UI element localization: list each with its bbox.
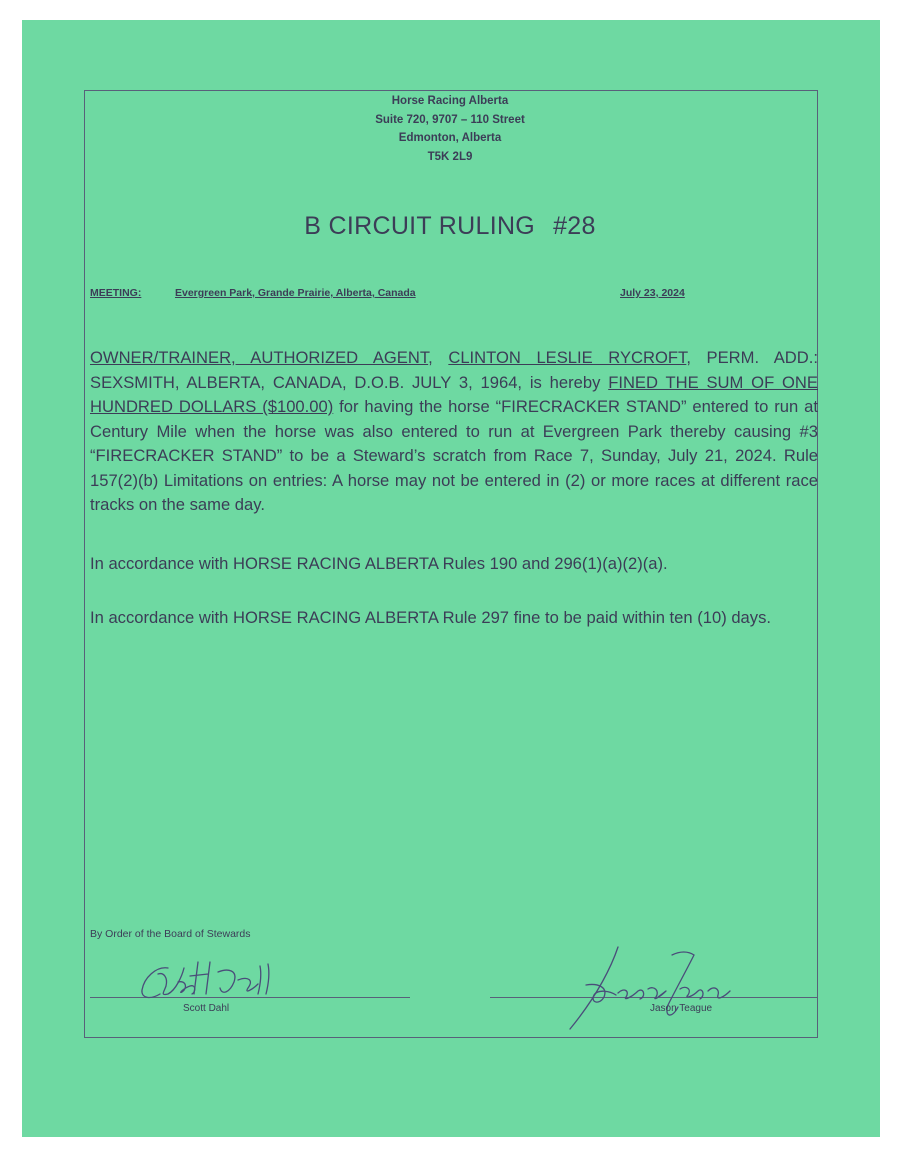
ruling-details: , PERM. ADD.: SEXSMITH, ALBERTA, CANADA, D.O.B. JULY 3, 1964, is hereby bbox=[90, 348, 818, 392]
signatory-name-left: Scott Dahl bbox=[183, 1003, 230, 1014]
org-address-line2: Edmonton, Alberta bbox=[398, 132, 502, 144]
ruling-licensee-name: CLINTON LESLIE RYCROFT bbox=[448, 348, 687, 367]
meeting-location: Evergreen Park, Grande Prairie, Alberta, Canada bbox=[175, 287, 416, 299]
org-address-line1: Suite 720, 9707 – 110 Street bbox=[375, 113, 525, 126]
ruling-number: #28 bbox=[553, 212, 596, 240]
org-name: Horse Racing Alberta bbox=[391, 95, 509, 107]
ruling-body: OWNER/TRAINER, AUTHORIZED AGENT, CLINTON LESLIE RYCROFT, PERM. ADD.: SEXSMITH, ALBERTA, CANADA, D.O.B. JULY 3, 1964, is hereby FINED THE SUM OF ONE HUNDRED DOLLARS ($100.00) for having the horse “FIRECRACKER STAND” entered to run at Century Mile when the horse was also entered to run at Evergreen Park thereby causing #3 “FIRECRACKER STAND” to be a Steward’s scratch from Race 7, Sunday, July 21, 2024. Rule 157(2)(b) Limitations on entries: A horse may not be entered in (2) or more races at different race tracks on the same day. bbox=[90, 348, 818, 514]
order-of-stewards: By Order of the Board of Stewards bbox=[90, 928, 251, 940]
ruling-title-text: B CIRCUIT RULING bbox=[304, 212, 536, 240]
signatory-name-right: Jason Teague bbox=[650, 1003, 713, 1014]
ruling-date: July 23, 2024 bbox=[620, 287, 685, 299]
signature-jason-teague bbox=[568, 945, 748, 1031]
ruling-title bbox=[0, 212, 900, 241]
ruling-reason: for having the horse “FIRECRACKER STAND” entered to run at Century Mile when the horse was also entered to run at Evergreen Park thereby causing #3 “FIRECRACKER STAND” to be a Steward’s scratch from Race 7, Sunday, July 21, 2024. Rule 157(2)(b) Limitations on entries: A horse may not be entered in (2) or more races at different race tracks on the same day. bbox=[90, 397, 818, 514]
meeting-label: MEETING: bbox=[90, 287, 142, 299]
org-postal-code: T5K 2L9 bbox=[427, 150, 473, 163]
accordance-fine: In accordance with HORSE RACING ALBERTA Rule 297 fine to be paid within ten (10) days. bbox=[90, 608, 771, 627]
ruling-role: OWNER/TRAINER, AUTHORIZED AGENT bbox=[90, 348, 429, 367]
accordance-rules: In accordance with HORSE RACING ALBERTA Rules 190 and 296(1)(a)(2)(a). bbox=[90, 554, 668, 573]
letterhead bbox=[0, 92, 900, 166]
ruling-penalty: FINED THE SUM OF ONE HUNDRED DOLLARS ($100.00) bbox=[90, 372, 818, 416]
